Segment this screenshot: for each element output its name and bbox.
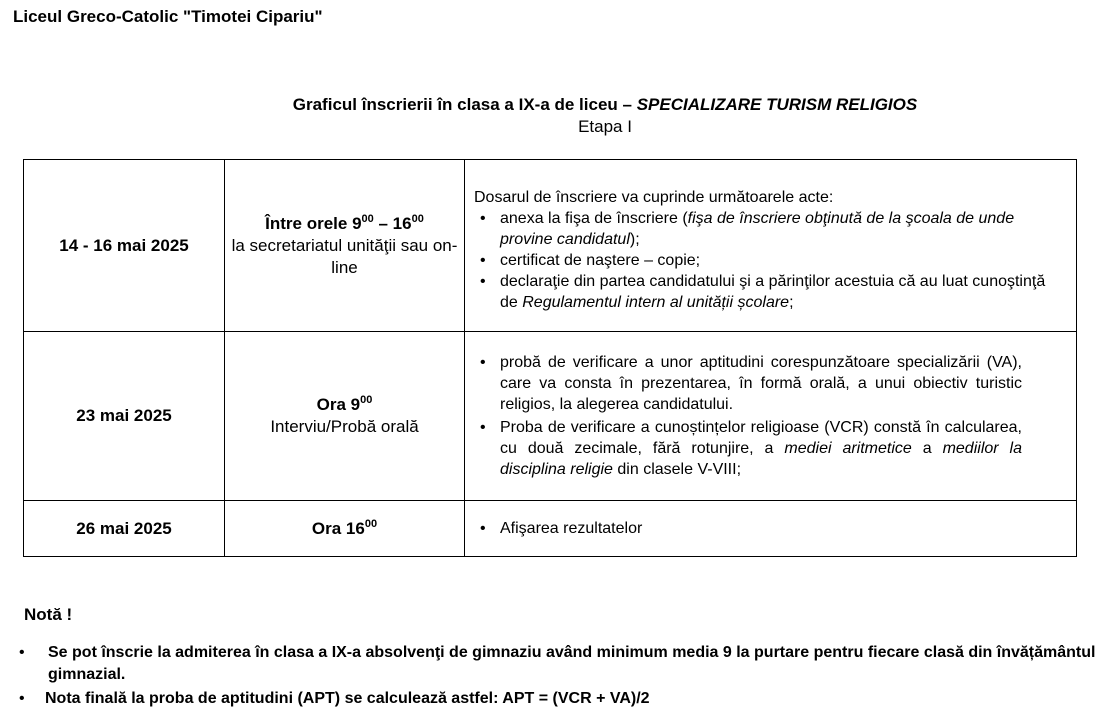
row-date: 23 mai 2025: [24, 332, 225, 501]
note-item: • Nota finală la proba de aptitudini (APT) se calculează astfel: APT = (VCR + VA)/2: [22, 688, 1097, 710]
time-range: Între orele $9^{00} - 16^{00}$: [265, 212, 424, 233]
exam-list: [474, 352, 1066, 480]
list-item: • Afişarea rezultatelor: [500, 518, 1066, 539]
activity-text: Interviu/Probă orală: [270, 417, 419, 436]
table-row: [24, 160, 1077, 332]
note-title: Notă !: [24, 605, 73, 624]
title-main: Graficul înscrierii în clasa a IX-a de liceu –: [292, 95, 637, 114]
row-time: [225, 501, 465, 557]
title-stage: Etapa I: [578, 117, 632, 136]
list-item: • probă de verificare a unor aptitudini corespunzătoare specializării (VA), care va consta în prezentarea, în formă orală, a unui obiectiv turistic religios, la alegerea candidatului.: [500, 352, 1022, 415]
bullet-icon: •: [19, 644, 25, 661]
dossier-intro: Dosarul de înscriere va cuprinde următoarele acte:: [474, 188, 834, 206]
time-value: Ora $9^{00}$: [316, 394, 373, 414]
title-line: [0, 94, 1107, 116]
place-text: la secretariatul unităţii sau on-line: [231, 235, 458, 277]
row-details: [465, 160, 1077, 332]
bullet-icon: •: [19, 690, 25, 707]
table-row: [24, 501, 1077, 557]
row-details: [465, 501, 1077, 557]
list-item: • anexa la fişa de înscriere (fişa de înscriere obţinută de la şcoala de unde provine candidatul);: [500, 208, 1066, 250]
row-time: [225, 160, 465, 332]
note-item: • Se pot înscrie la admiterea în clasa a IX-a absolvenţi de gimnaziu având minimum media 9 la purtare pentru fiecare clasă din învățământul gimnazial.: [19, 644, 1096, 683]
list-item: • Proba de verificare a cunoștințelor religioase (VCR) constă în calcularea, cu două zecimale, fără rotunjire, a mediei aritmetice a mediilor la disciplina religie din clasele V-VIII;: [500, 417, 1022, 480]
table-row: [24, 332, 1077, 501]
title-specialization: SPECIALIZARE TURISM RELIGIOS: [636, 95, 918, 114]
list-item: • declaraţie din partea candidatului şi a părinţilor acestuia că au luat cunoştinţă de Regulamentul intern al unității școlare;: [500, 271, 1066, 313]
time-value: Ora $16^{00}$: [311, 517, 378, 538]
documents-list: [474, 208, 1066, 313]
row-details: [465, 332, 1077, 501]
results-list: [474, 518, 1066, 539]
note-list: [19, 642, 1097, 710]
list-item: • certificat de naştere – copie;: [500, 250, 1066, 271]
schedule-table: [23, 159, 1077, 557]
row-date: 26 mai 2025: [24, 501, 225, 557]
school-name: Liceul Greco-Catolic "Timotei Cipariu": [13, 7, 323, 26]
row-date: 14 - 16 mai 2025: [24, 160, 225, 332]
document-title: [0, 94, 1107, 138]
row-time: [225, 332, 465, 501]
